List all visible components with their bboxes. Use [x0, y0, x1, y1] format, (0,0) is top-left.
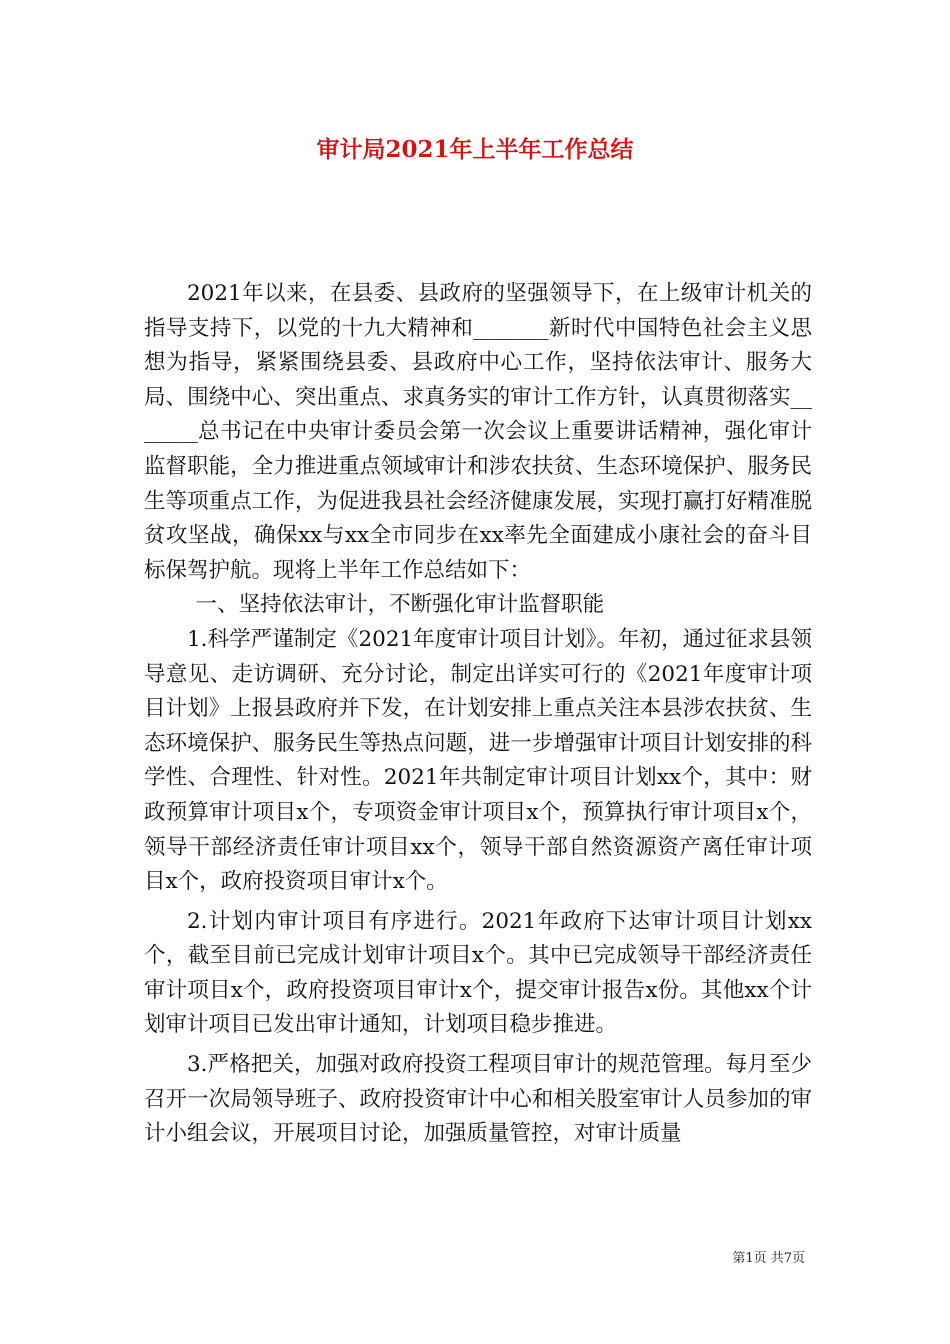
document-body — [144, 277, 812, 1152]
intro-paragraph: 2021年以来，在县委、县政府的坚强领导下，在上级审计机关的指导支持下，以党的十九大精神和_______新时代中国特色社会主义思想为指导，紧紧围绕县委、县政府中心工作，坚持依法审计、服务大局、围绕中心、突出重点、求真务实的审计工作方针，认真贯彻落实_______总书记在中央审计委员会第一次会议上重要讲话精神，强化审计监督职能，全力推进重点领域审计和涉农扶贫、生态环境保护、服务民生等项重点工作，为促进我县社会经济健康发展，实现打赢打好精准脱贫攻坚战，确保xx与xx全市同步在xx率先全面建成小康社会的奋斗目标保驾护航。现将上半年工作总结如下： — [144, 281, 812, 583]
item-paragraph-1: 1.科学严谨制定《2021年度审计项目计划》。年初，通过征求县领导意见、走访调研、充分讨论，制定出详实可行的《2021年度审计项目计划》上报县政府并下发，在计划安排上重点关注本县涉农扶贫、生态环境保护、服务民生等热点问题，进一步增强审计项目计划安排的科学性、合理性、针对性。2021年共制定审计项目计划xx个，其中：财政预算审计项目x个，专项资金审计项目x个，预算执行审计项目x个，领导干部经济责任审计项目xx个，领导干部自然资源资产离任审计项目x个，政府投资项目审计x个。 — [144, 626, 812, 895]
item-paragraph-3: 3.严格把关，加强对政府投资工程项目审计的规范管理。每月至少召开一次局领导班子、政府投资审计中心和相关股室审计人员参加的审计小组会议，开展项目讨论，加强质量管控，对审计质量 — [144, 1052, 812, 1147]
page-number: 第1页 共7页 — [732, 1251, 805, 1266]
document-title: 审计局2021年上半年工作总结 — [316, 136, 634, 163]
item-paragraph-2: 2.计划内审计项目有序进行。2021年政府下达审计项目计划xx个，截至目前已完成计划审计项目x个。其中已完成领导干部经济责任审计项目x个，政府投资项目审计x个，提交审计报告x份。其他xx个计划审计项目已发出审计通知，计划项目稳步推进。 — [144, 908, 812, 1038]
section-heading-1: 一、坚持依法审计，不断强化审计监督职能 — [195, 592, 605, 618]
